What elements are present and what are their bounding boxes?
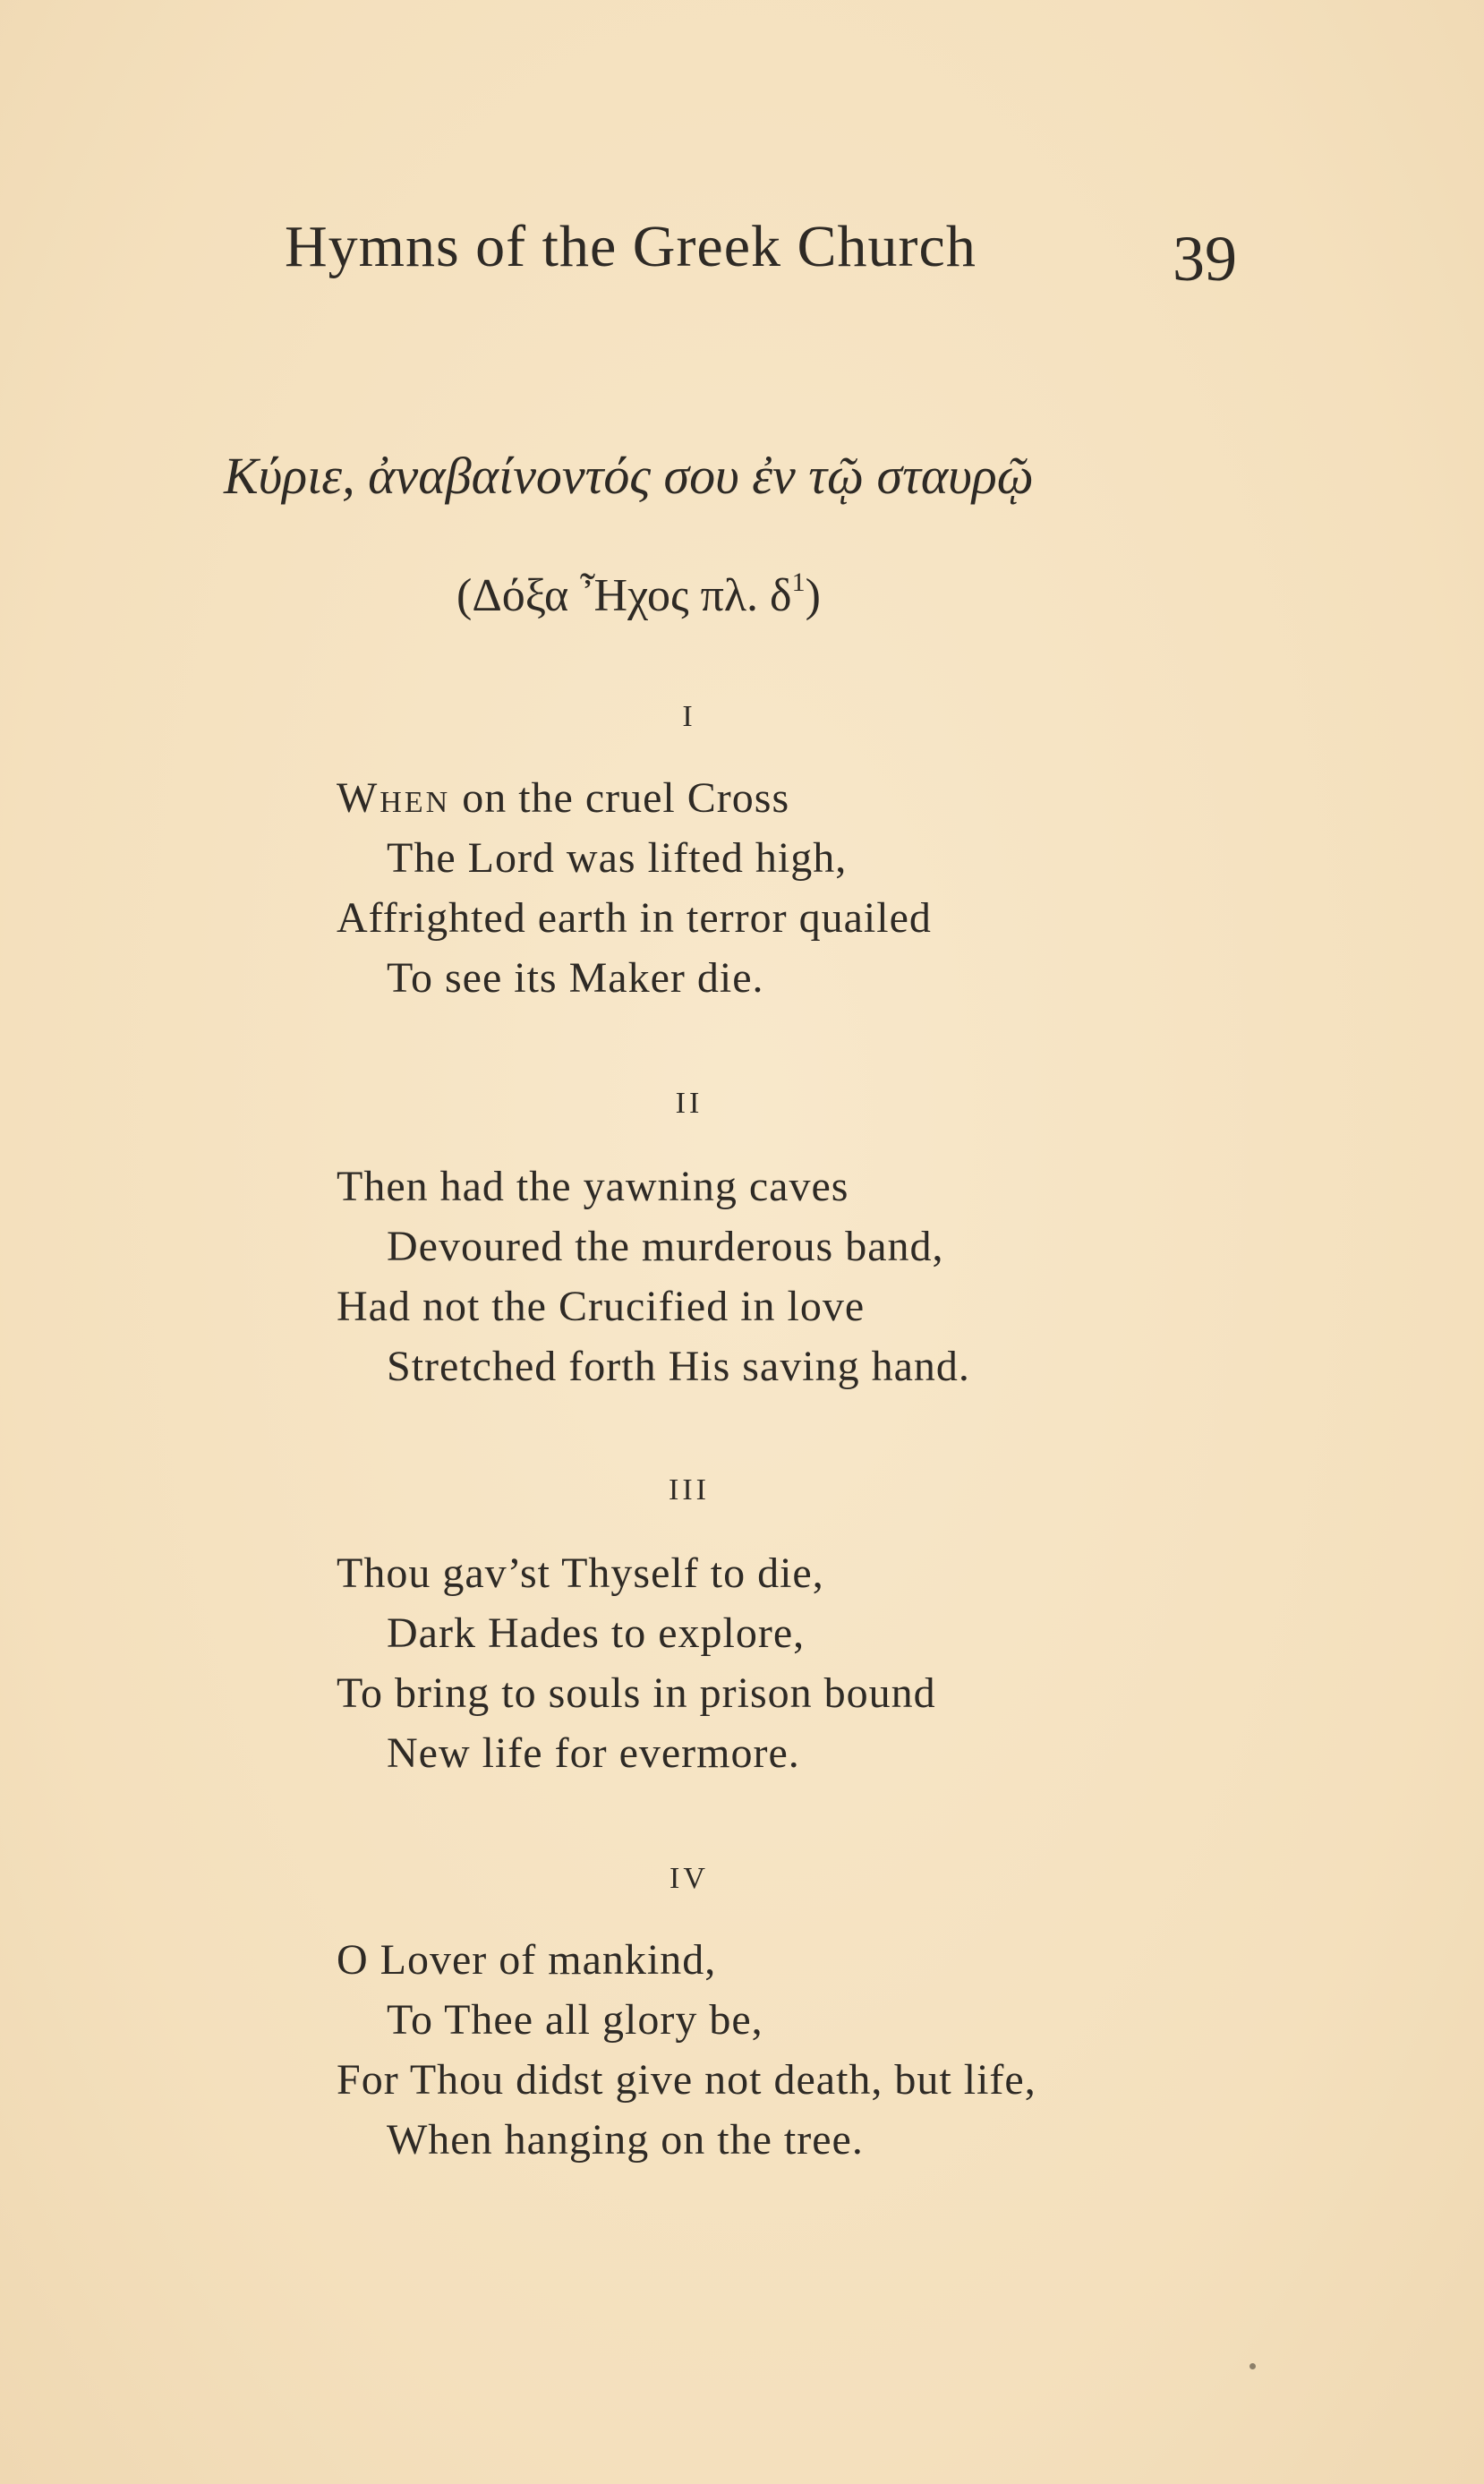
stanza [337, 1930, 1036, 2170]
greek-subtitle-text: (Δόξα Ἦχος πλ. δ [456, 570, 792, 621]
stanza [337, 1543, 936, 1783]
paper-speck [1249, 2363, 1256, 2369]
stanza-number: IV [670, 1862, 709, 1895]
stanza-line: Had not the Crucified in love [337, 1283, 866, 1330]
stanza-line: O Lover of mankind, [337, 1936, 717, 1984]
stanza-line: Thou gav’st Thyself to die, [337, 1549, 824, 1597]
greek-subtitle-superscript: 1 [791, 568, 806, 597]
stanza-number: II [675, 1087, 704, 1120]
stanza-line: Stretched forth His saving hand. [387, 1343, 970, 1390]
greek-hymn-subtitle [456, 569, 821, 622]
stanza-line: Dark Hades to explore, [387, 1609, 806, 1657]
stanza-line: Devoured the murderous band, [387, 1223, 944, 1270]
stanza-line-text: on the cruel Cross [450, 774, 790, 822]
stanza-line: To see its Maker die. [387, 954, 764, 1002]
stanza-line: Affrighted earth in terror quailed [337, 894, 932, 942]
stanza-first-word: When [337, 774, 451, 822]
stanza-line: New life for evermore. [387, 1729, 800, 1777]
stanza-line: To bring to souls in prison bound [337, 1669, 936, 1717]
stanza [337, 768, 932, 1008]
running-title: Hymns of the Greek Church [285, 214, 977, 279]
stanza-number: I [682, 700, 696, 733]
greek-subtitle-close: ) [805, 570, 821, 621]
stanza [337, 1157, 970, 1396]
greek-hymn-title: Κύριε, ἀναβαίνοντός σου ἐν τῷ σταυρῷ [224, 447, 1034, 505]
stanza-line [337, 768, 932, 828]
page-number: 39 [1173, 223, 1237, 294]
stanza-line: The Lord was lifted high, [387, 834, 848, 882]
stanza-line: Then had the yawning caves [337, 1163, 849, 1210]
stanza-line: For Thou didst give not death, but life, [337, 2056, 1036, 2104]
stanza-line: To Thee all glory be, [387, 1996, 763, 2044]
stanza-number: III [669, 1473, 710, 1507]
stanza-line: When hanging on the tree. [387, 2116, 864, 2164]
